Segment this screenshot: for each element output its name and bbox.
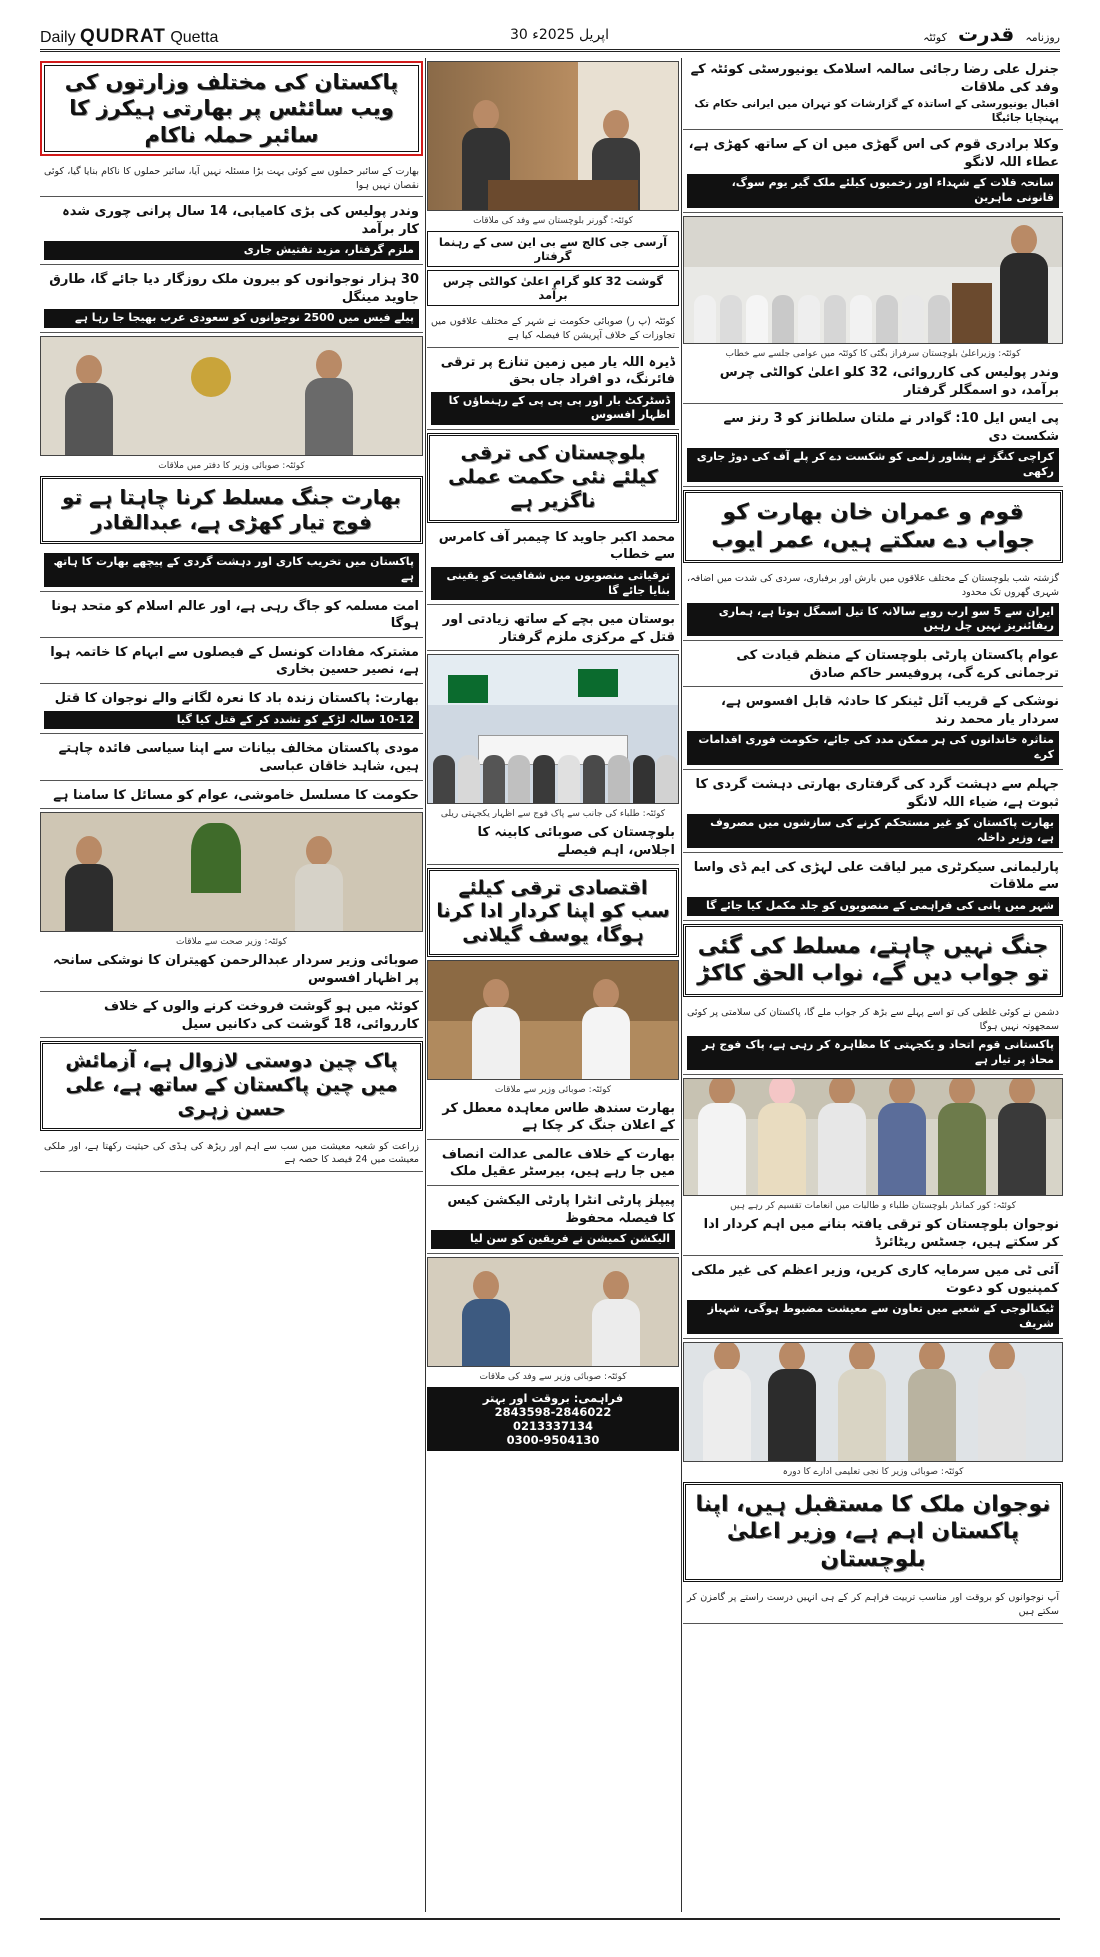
story-headline: کوئٹہ میں ہو گوشت فروخت کرنے والوں کے خلاف کارروائی، 18 گوشت کی دکانیں سیل [104, 999, 419, 1032]
story-headline: بوستان میں بچے کے ساتھ زیادتی اور قتل کے مرکزی ملزم گرفتار [442, 612, 675, 645]
advertisement [427, 1387, 679, 1451]
story-headline: وندر پولیس کی کارروائی، 32 کلو اعلیٰ کوالٹی چرس برآمد، دو اسمگلر گرفتار [719, 365, 1059, 398]
banner-headline: پاک چین دوستی لازوال ہے، آزمائش میں چین پاکستان کے ساتھ ہے، علی حسن زہری [40, 1041, 423, 1130]
masthead-name: QUDRAT [80, 26, 166, 47]
news-story [40, 268, 423, 333]
news-story [40, 641, 423, 684]
story-headline: مودی پاکستان مخالف بیانات سے اپنا سیاسی فائدہ چاہتے ہیں، شاہد خاقان عباسی [58, 741, 419, 774]
photo-caption: کوئٹہ: گورنر بلوچستان سے وفد کی ملاقات [473, 216, 633, 226]
masthead-city: Quetta [170, 29, 219, 46]
news-story [683, 133, 1063, 213]
story-headline: مشترکہ مفادات کونسل کے فیصلوں سے ابہام کا خاتمہ ہوا ہے، نصیر حسین بخاری [50, 644, 419, 678]
column-divider [681, 58, 682, 1912]
photo-caption: کوئٹہ: کور کمانڈر بلوچستان طلباء و طالبات میں انعامات تقسیم کر رہے ہیں [730, 1201, 1016, 1212]
left-column [40, 58, 423, 1912]
banner-headline: بلوچستان کی ترقی کیلئے نئی حکمت عملی ناگزیر ہے [427, 433, 679, 522]
story-headline: امت مسلمہ کو جاگ رہی ہے، اور عالم اسلام کو متحد ہونا ہوگا [51, 598, 419, 632]
news-story [40, 949, 423, 992]
masthead-urdu-city: کوئٹہ [923, 31, 947, 44]
masthead-prefix: Daily [40, 29, 76, 46]
story-body: آپ نوجوانوں کو بروقت اور مناسب تربیت فراہم کر کے ہی انہیں درست راستے پر گامزن کر سکتے ہیں [687, 1592, 1059, 1618]
news-story [683, 1259, 1063, 1339]
story-headline: بھارت سندھ طاس معاہدہ معطل کر کے اعلان جنگ کر چکا ہے [442, 1100, 675, 1134]
story-highlight-bar: ترقیاتی منصوبوں میں شفافیت کو یقینی بنایا جائے گا [431, 567, 675, 601]
news-photo [683, 1342, 1063, 1462]
story-headline: بھارت: پاکستان زندہ باد کا نعرہ لگانے والے نوجوان کا قتل [54, 691, 419, 707]
news-photo [683, 1078, 1063, 1196]
ad-title: فراہمی: بروقت اور بہتر [482, 1390, 624, 1405]
story-highlight-bar: کراچی کنگز نے پشاور زلمی کو شکست دے کر پلے آف کی دوڑ جاری رکھی [687, 448, 1059, 482]
ad-phone: 0300-9504130 [506, 1432, 600, 1447]
story-highlight-bar: ڈسٹرکٹ بار اور پی پی پی کے رہنماؤں کا اظہار افسوس [431, 392, 675, 426]
news-story [427, 309, 679, 348]
news-story [683, 1213, 1063, 1256]
news-story [683, 407, 1063, 487]
news-box: آرسی جی کالج سے بی این سی کے رہنما گرفتار [427, 231, 679, 267]
news-photo [683, 216, 1063, 344]
banner-headline: اقتصادی ترقی کیلئے سب کو اپنا کردار ادا کرنا ہوگا، یوسف گیلانی [427, 868, 679, 957]
news-story [40, 159, 423, 198]
story-highlight-bar: 10-12 سالہ لڑکے کو تشدد کر کے قتل کیا گیا [44, 711, 419, 730]
story-headline: بھارت کے خلاف عالمی عدالت انصاف میں جا رہے ہیں، بیرسٹر عقیل ملک [441, 1146, 675, 1180]
news-story [40, 784, 423, 810]
story-highlight-bar: ملزم گرفتار، مزید تفتیش جاری [44, 241, 419, 260]
news-story [40, 200, 423, 265]
story-highlight-bar: بھارت پاکستان کو غیر مستحکم کرنے کی سازشوں میں مصروف ہے، وزیر داخلہ [687, 814, 1059, 848]
story-body: کوئٹہ (پ ر) صوبائی حکومت نے شہر کے مختلف علاقوں میں تجاوزات کے خلاف آپریشن کا فیصلہ کیا ہے [431, 316, 675, 341]
banner-headline: پاکستان کی مختلف وزارتوں کی ویب سائٹس پر بھارتی ہیکرز کا سائبر حملہ ناکام [40, 61, 423, 156]
news-photo [40, 336, 423, 456]
photo-caption: کوئٹہ: وزیراعلیٰ بلوچستان سرفراز بگٹی کا کوئٹہ میں عوامی جلسے سے خطاب [725, 349, 1021, 360]
news-story [683, 856, 1063, 921]
news-story [683, 361, 1063, 404]
story-body: زراعت کو شعبہ معیشت میں سب سے اہم اور ریڑھ کی ہڈی کی حیثیت رکھتا ہے، اور ملکی معیشت میں 24 فیصد کا حصہ ہے [44, 1140, 419, 1166]
story-headline: وکلا برادری قوم کی اس گھڑی میں ان کے ساتھ کھڑی ہے، عطاء اللہ لانگو [688, 137, 1059, 170]
news-story [427, 351, 679, 431]
news-photo [427, 1257, 679, 1367]
story-headline: 30 ہزار نوجوانوں کو بیرون ملک روزگار دیا جائے گا، طارق جاوید مینگل [49, 272, 419, 305]
news-photo [427, 960, 679, 1080]
news-story [40, 595, 423, 638]
news-story [427, 526, 679, 606]
photo-caption: کوئٹہ: صوبائی وزیر کا دفتر میں ملاقات [158, 461, 305, 472]
news-box: گوشت 32 کلو گرام اعلیٰ کوالٹی چرس برآمد [427, 270, 679, 306]
story-headline: جہلم سے دہشت گرد کی گرفتاری بھارتی دہشت گردی کا ثبوت ہے، ضیاء اللہ لانگو [695, 777, 1059, 810]
story-highlight-bar: ایران سے 5 سو ارب روپے سالانہ کا تیل اسمگل ہوتا ہے، ہماری ریفائنریز نہیں چل رہیں [687, 603, 1059, 637]
news-story [427, 1189, 679, 1254]
photo-caption: کوئٹہ: صوبائی وزیر سے ملاقات [494, 1084, 612, 1095]
masthead-urdu-title [923, 22, 1060, 46]
news-story [683, 58, 1063, 130]
story-highlight-bar: متاثرہ خاندانوں کی ہر ممکن مدد کی جائے، حکومت فوری اقدامات کرے [687, 731, 1059, 765]
masthead-date: 30 اپریل 2025ء [510, 27, 609, 43]
banner-headline: جنگ نہیں چاہتے، مسلط کی گئی تو جواب دیں گے، نواب الحق کاکڑ [683, 924, 1063, 997]
story-headline: آئی ٹی میں سرمایہ کاری کریں، وزیر اعظم کی غیر ملکی کمپنیوں کو دعوت [691, 1263, 1059, 1296]
story-highlight-bar: پاکستان میں تخریب کاری اور دہشت گردی کے پیچھے بھارت کا ہاتھ ہے [44, 553, 419, 587]
news-story [427, 1097, 679, 1140]
story-headline: پارلیمانی سیکرٹری میر لیاقت علی لہڑی کی ایم ڈی واسا سے ملاقات [693, 859, 1059, 893]
news-story [427, 821, 679, 864]
news-story [683, 1000, 1063, 1075]
banner-headline: نوجوان ملک کا مستقبل ہیں، اپنا پاکستان اہم ہے، وزیر اعلیٰ بلوچستان [683, 1482, 1063, 1583]
news-story [40, 687, 423, 734]
masthead [40, 22, 1060, 52]
news-story [683, 690, 1063, 770]
story-headline: پیپلز پارٹی انٹرا پارٹی الیکشن کیس کا فیصلہ محفوظ [447, 1192, 675, 1226]
story-headline: نوشکی کے قریب آئل ٹینکر کا حادثہ قابل افسوس ہے، سردار یار محمد رند [721, 694, 1059, 727]
story-highlight-bar: پاکستانی قوم اتحاد و یکجہتی کا مظاہرہ کر رہی ہے، پاک فوج ہر محاذ پر تیار ہے [687, 1036, 1059, 1070]
masthead-urdu-name: قدرت [957, 22, 1015, 46]
ad-phone: 0213337134 [512, 1418, 594, 1433]
photo-caption: کوئٹہ: وزیر صحت سے ملاقات [176, 937, 287, 948]
story-highlight-bar: سانحہ قلات کے شہداء اور زخمیوں کیلئے ملک گیر یوم سوگ، قانونی ماہرین [687, 174, 1059, 208]
news-story [683, 566, 1063, 641]
news-photo [40, 812, 423, 932]
banner-headline: بھارت جنگ مسلط کرنا چاہتا ہے تو فوج تیار کھڑی ہے، عبدالقادر [40, 476, 423, 544]
photo-caption: کوئٹہ: صوبائی وزیر سے وفد کی ملاقات [479, 1371, 627, 1382]
story-headline: پی ایس ایل 10: گوادر نے ملتان سلطانز کو 3 رنز سے شکست دی [723, 411, 1059, 444]
photo-caption: کوئٹہ: طلباء کی جانب سے پاک فوج سے اظہار یکجہتی ریلی [440, 809, 666, 820]
news-story [683, 1585, 1063, 1624]
story-headline: عوام پاکستان پارٹی بلوچستان کے منظم قیادت کی ترجمانی کرے گی، پروفیسر حاکم صادق [736, 648, 1059, 681]
middle-column [427, 58, 679, 1912]
story-body: دشمن نے کوئی غلطی کی تو اسے پہلے سے بڑھ کر جواب ملے گا، پاکستان کی سلامتی پر کوئی سمجھوتہ نہیں ہوگا [687, 1006, 1059, 1032]
news-story [40, 995, 423, 1038]
news-story [427, 1143, 679, 1186]
story-headline: بلوچستان کی صوبائی کابینہ کا اجلاس، اہم فیصلے [477, 825, 675, 858]
banner-headline: قوم و عمران خان بھارت کو جواب دے سکتے ہیں، عمر ایوب [683, 490, 1063, 563]
news-story [427, 608, 679, 651]
story-highlight-bar: ٹیکنالوجی کے شعبے میں تعاون سے معیشت مضبوط ہوگی، شہباز شریف [687, 1300, 1059, 1334]
story-headline: جنرل علی رضا رجائی سالمہ اسلامک یونیورسٹی کوئٹہ کے وفد کی ملاقات [690, 62, 1059, 95]
story-body: بھارت کے سائبر حملوں سے کوئی بہت بڑا مسئلہ نہیں آیا، سائبر حملوں کا ناکام بنایا گیا، کوئی نقصان نہیں ہوا [44, 165, 419, 191]
right-column [683, 58, 1063, 1912]
news-photo [427, 61, 679, 211]
story-headline: نوجوان بلوچستان کو ترقی یافتہ بنانے میں اہم کردار ادا کر سکتے ہیں، جسٹس ریٹائرڈ [703, 1217, 1059, 1250]
photo-caption: کوئٹہ: صوبائی وزیر کا نجی تعلیمی ادارے کا دورہ [782, 1466, 964, 1477]
story-headline: صوبائی وزیر سردار عبدالرحمن کھیتران کا نوشکی سانحہ پر اظہار افسوس [52, 953, 419, 986]
story-highlight-bar: الیکشن کمیشن نے فریقین کو سن لیا [431, 1230, 675, 1249]
story-subheadline: اقبال یونیورسٹی کے اساتذہ کے گزارشات کو تہران میں ایرانی حکام تک پہنچایا جائیگا [694, 98, 1059, 124]
masthead-urdu-prefix: روزنامہ [1025, 31, 1060, 44]
news-story [40, 1134, 423, 1173]
story-headline: وندر پولیس کی بڑی کامیابی، 14 سال پرانی چوری شدہ کار برآمد [62, 204, 419, 237]
news-story [683, 644, 1063, 687]
story-highlight-bar: شہر میں پانی کی فراہمی کے منصوبوں کو جلد مکمل کیا جائے گا [687, 897, 1059, 916]
story-headline: محمد اکبر جاوید کا چیمبر آف کامرس سے خطاب [438, 529, 675, 563]
story-headline: حکومت کا مسلسل خاموشی، عوام کو مسائل کا سامنا ہے [53, 787, 419, 803]
news-photo [427, 654, 679, 804]
news-story [683, 773, 1063, 853]
news-story [40, 737, 423, 780]
news-story [40, 547, 423, 592]
story-body: گزشتہ شب بلوچستان کے مختلف علاقوں میں بارش اور برفباری، سردی کی شدت میں اضافہ، شہری گھروں تک محدود [687, 573, 1059, 598]
footer-rule [40, 1918, 1060, 1920]
ad-phone: 2843598-2846022 [494, 1404, 612, 1419]
story-headline: ڈیرہ اللہ یار میں زمین تنازع پر ترقی فائرنگ، دو افراد جاں بحق [440, 354, 675, 388]
story-highlight-bar: پیلے فیس میں 2500 نوجوانوں کو سعودی عرب بھیجا جا رہا ہے [44, 309, 419, 328]
column-divider [425, 58, 426, 1912]
masthead-english-title [40, 26, 218, 48]
